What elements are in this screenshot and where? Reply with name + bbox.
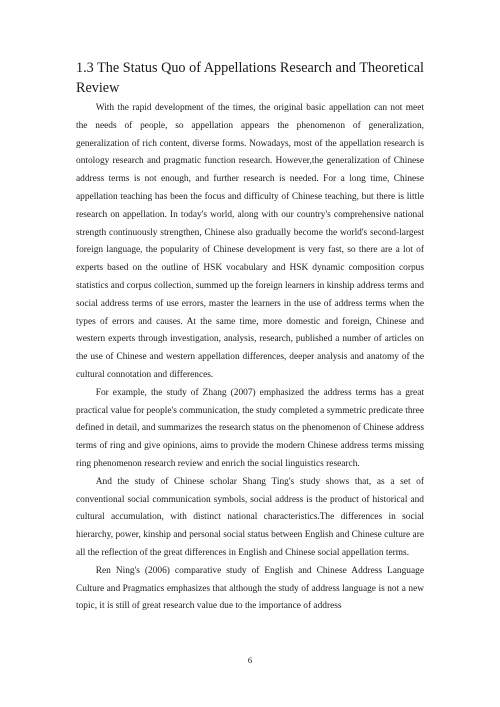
page-number: 6: [247, 655, 253, 665]
paragraph-2: For example, the study of Zhang (2007) emphasized the address terms has a great practical value for people's communication, the study completed a symmetric predicate three defined in detail, and summarizes the research status on the phenomenon of Chinese address terms of ring and give opinions, aims to provide the modern Chinese address terms missing ring phenomenon research review and enrich the social linguistics research.: [76, 387, 424, 469]
page-body: [76, 58, 424, 616]
paragraph-1: With the rapid development of the times, the original basic appellation can not meet the needs of people, so appellation appears the phenomenon of generalization, generalization of rich content, diverse forms. Nowadays, most of the appellation research is ontology research and pragmatic function research. However,the generalization of Chinese address terms is not enough, and further research is needed. For a long time, Chinese appellation teaching has been the focus and difficulty of Chinese teaching, but there is little research on appellation. In today's world, along with our country's comprehensive national strength continuously strengthen, Chinese also gradually become the world's second-largest foreign language, the popularity of Chinese development is very fast, so there are a lot of experts based on the outline of HSK vocabulary and HSK dynamic composition corpus statistics and corpus collection, summed up the foreign learners in kinship address terms and social address terms of use errors, master the learners in the use of address terms when the types of errors and causes. At the same time, more domestic and foreign, Chinese and western experts through investigation, analysis, research, published a number of articles on the use of Chinese and western appellation differences, deeper analysis and anatomy of the cultural connotation and differences.: [76, 103, 424, 380]
paragraph-3: And the study of Chinese scholar Shang Ting's study shows that, as a set of conventional social communication symbols, social address is the product of historical and cultural accumulation, with distinct national characteristics.The differences in social hierarchy, power, kinship and personal social status between English and Chinese culture are all the reflection of the great differences in English and Chinese social appellation terms.: [76, 476, 424, 558]
section-heading: 1.3 The Status Quo of Appellations Research and Theoretical Review: [76, 60, 424, 96]
paragraph-4: Ren Ning's (2006) comparative study of English and Chinese Address Language Culture and Pragmatics emphasizes that although the study of address language is not a new topic, it is still of great research value due to the importance of address: [76, 565, 424, 612]
